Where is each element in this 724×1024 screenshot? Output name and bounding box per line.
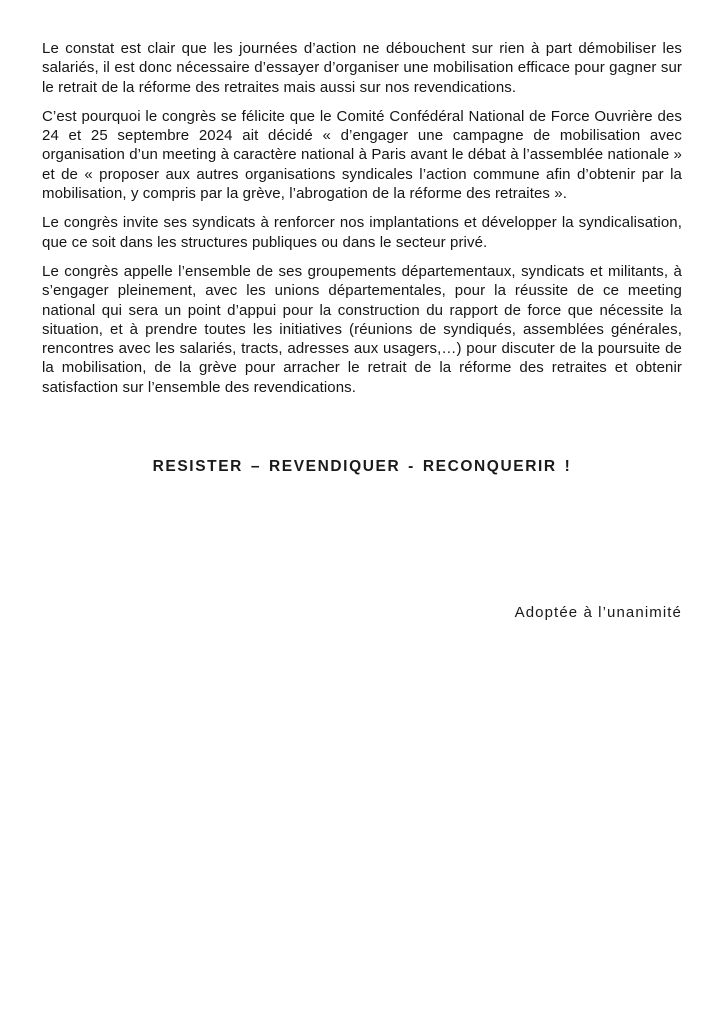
document-body [42,39,682,397]
paragraph-congres-felicite: C’est pourquoi le congrès se félicite que le Comité Confédéral National de Force Ouvrière des 24 et 25 septembre 2024 ait décidé « d’engager une campagne de mobilisation avec organisation d’un meeting à caractère national à Paris avant le débat à l’assemblée nationale » et de « proposer aux autres organisations syndicales l’action commune afin d’obtenir par la mobilisation, y compris par la grève, l’abrogation de la réforme des retraites ». [42,107,682,203]
paragraph-congres-invite: Le congrès invite ses syndicats à renforcer nos implantations et développer la syndicalisation, que ce soit dans les structures publiques ou dans le secteur privé. [42,214,682,251]
paragraph-congres-appelle: Le congrès appelle l’ensemble de ses groupements départementaux, syndicats et militants, à s’engager pleinement, avec les unions départementales, pour la réussite de ce meeting national qui sera un point d’appui pour la construction du rapport de force que nécessite la situation, et à prendre toutes les initiatives (réunions de syndiqués, assemblées générales, rencontres avec les salariés, tracts, adresses aux usagers,…) pour discuter de la poursuite de la mobilisation, de la grève pour arracher le retrait de la réforme des retraites et obtenir satisfaction sur l’ensemble des revendications. [42,262,682,396]
paragraph-constat: Le constat est clair que les journées d’action ne débouchent sur rien à part démobiliser les salariés, il est donc nécessaire d’essayer d’organiser une mobilisation efficace pour gagner sur le retrait de la réforme des retraites mais aussi sur nos revendications. [42,40,682,96]
slogan-heading: RESISTER – REVENDIQUER - RECONQUERIR ! [152,458,572,476]
adoption-note: Adoptée à l’unanimité [514,604,682,622]
